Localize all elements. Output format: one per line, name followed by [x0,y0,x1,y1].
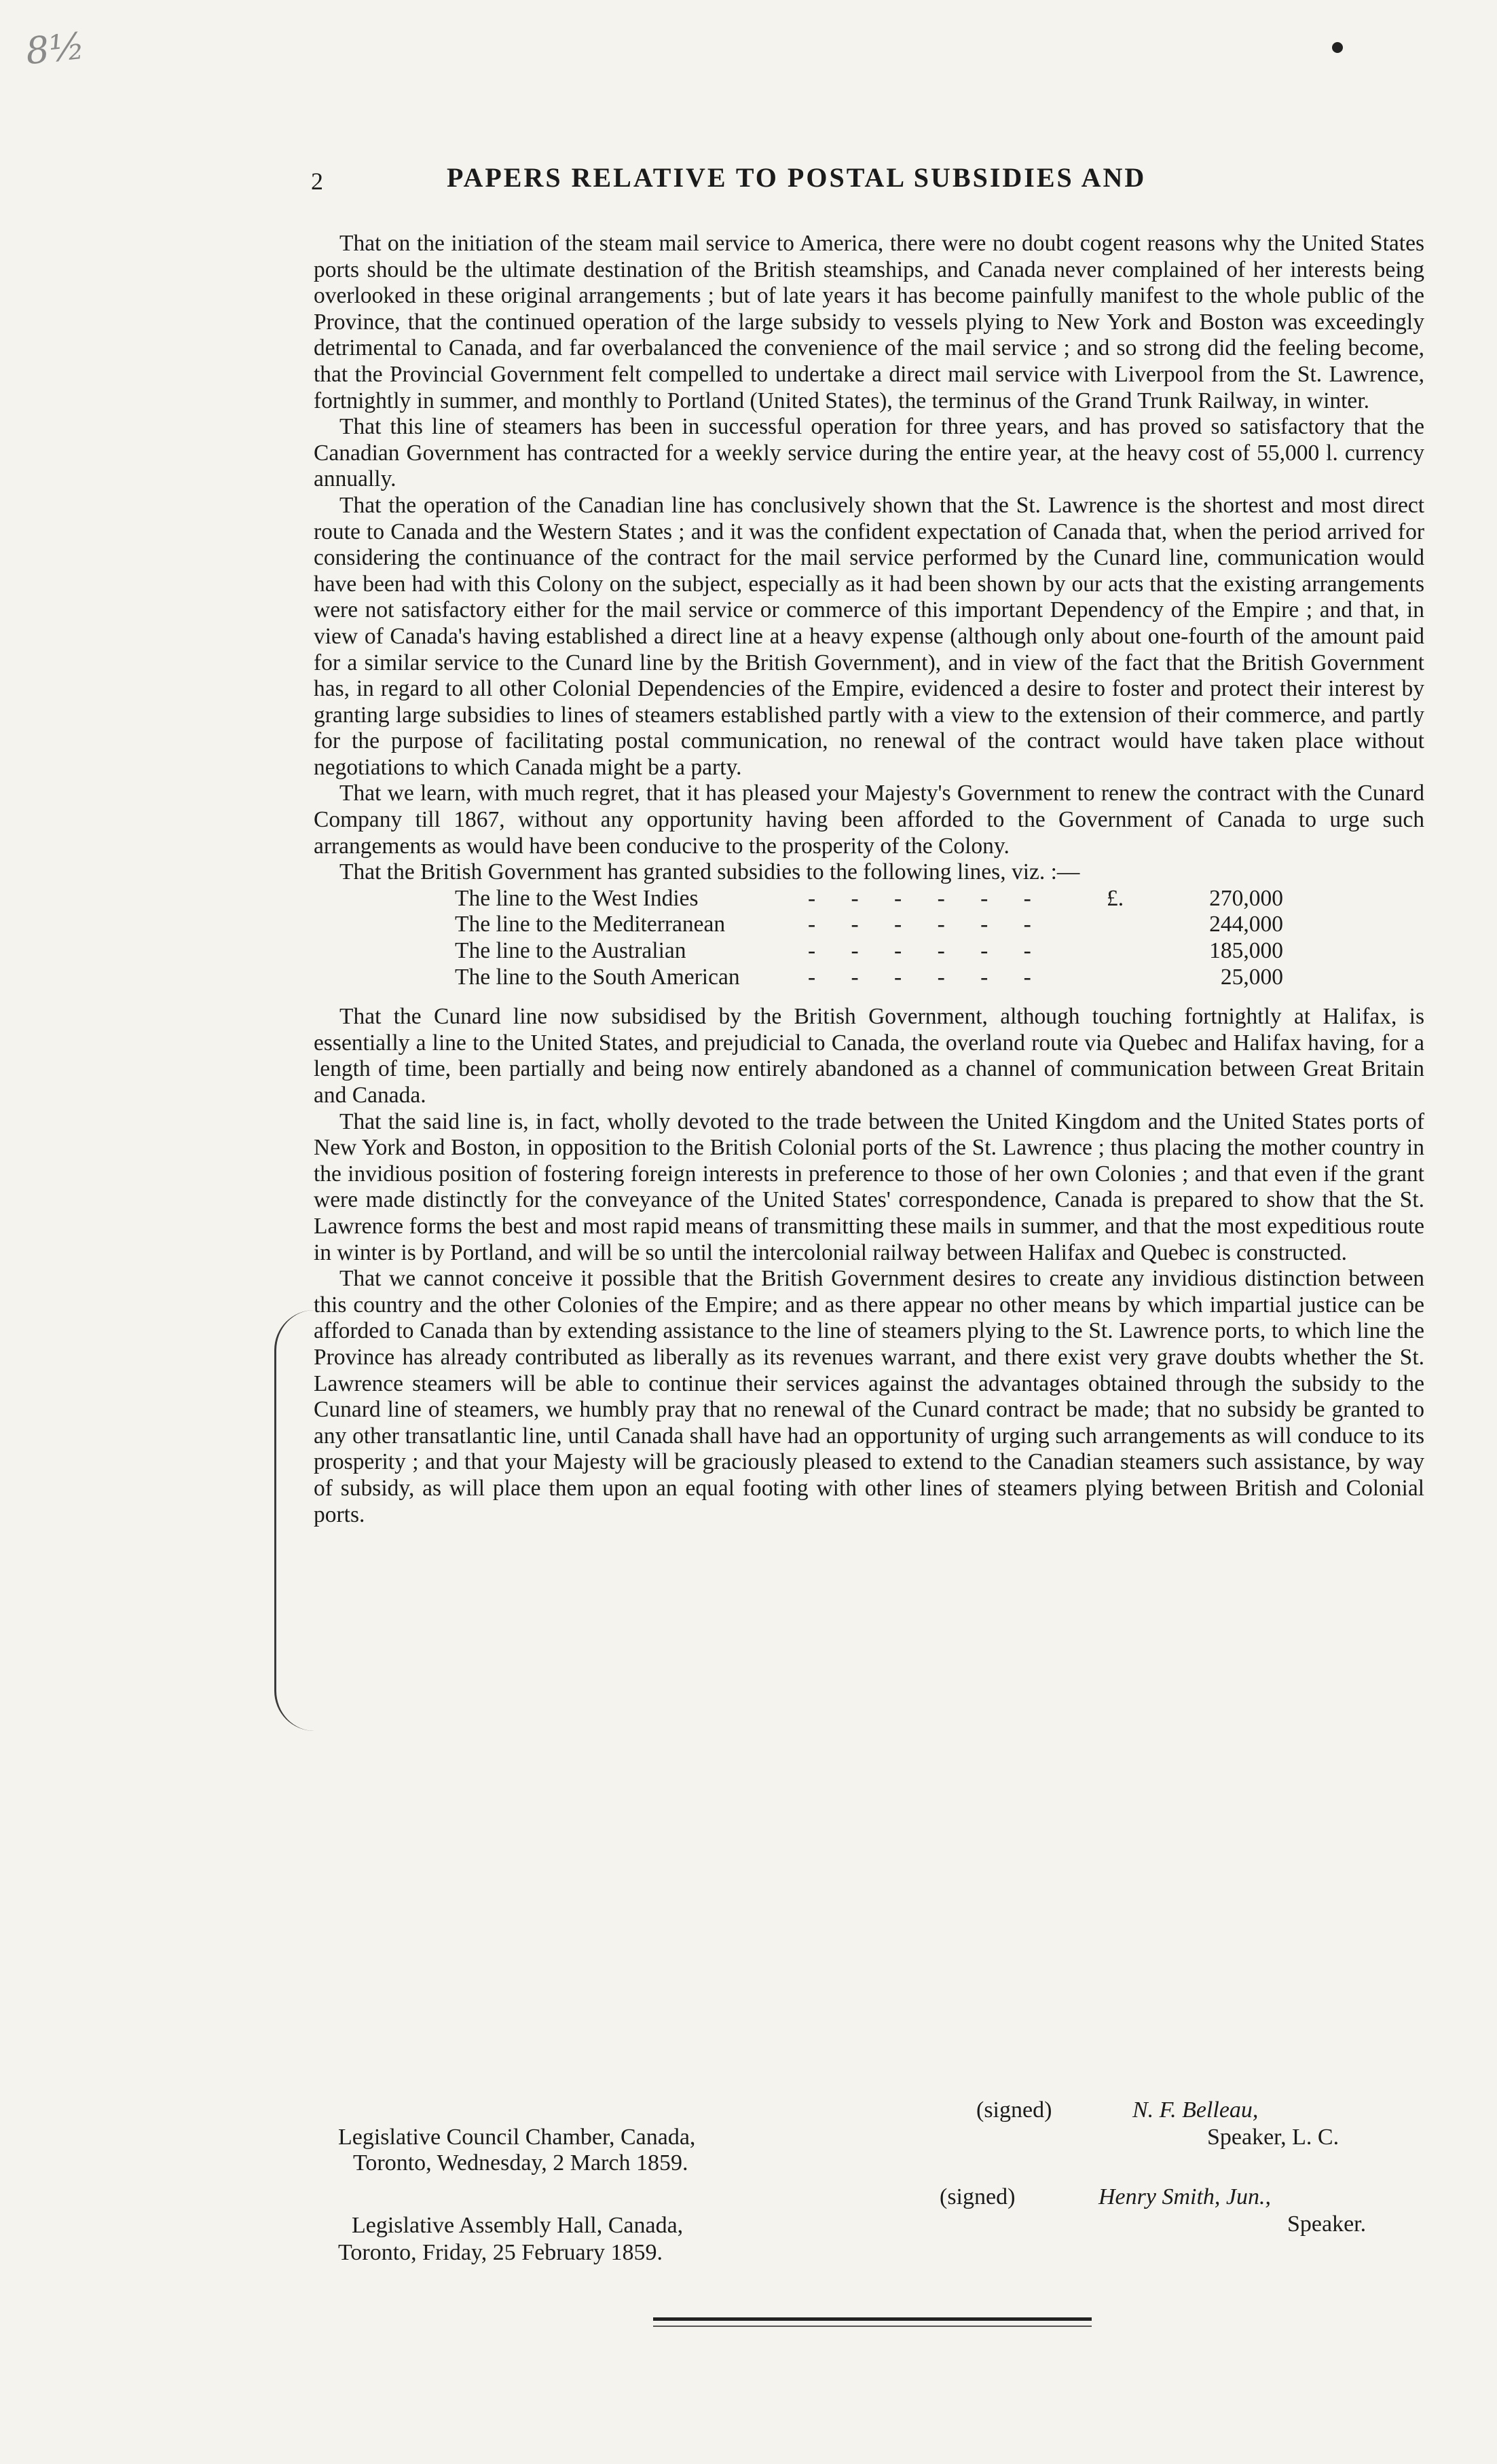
dot-leader: - - - - - - [808,912,1046,937]
currency-blank [1107,938,1154,965]
currency-symbol: £. [1107,885,1124,911]
currency-blank [1107,965,1154,991]
dot-leader: - - - - - - [808,938,1046,964]
council-place: Legislative Council Chamber, Canada, [338,2125,696,2150]
paragraph-regret: That we learn, with much regret, that it has pleased your Majesty's Government to renew the contract with the Cunard Company till 1867, without any opportunity having been afforded to the Government of Canada to urge such arrangements as would have been conducive to the prosperity of the Colony. [314,781,1424,859]
subsidy-amount: 244,000 [1209,912,1283,937]
ink-dot [1332,42,1343,53]
margin-bracket [274,1310,314,1731]
subsidy-line: The line to the Australian [455,938,686,964]
table-row [455,938,1283,965]
subsidy-amount: 25,000 [1220,964,1283,990]
pencil-annotation: 8½ [23,24,87,73]
closing-rule [653,2317,1092,2321]
subsidy-line: The line to the South American [455,964,740,990]
subsidy-amount: 185,000 [1209,938,1283,964]
table-row [455,965,1283,991]
paragraph-trade-opposition: That the said line is, in fact, wholly devoted to the trade between the United Kingdom and the United States ports of New York and Boston, in opposition to the British Colonial ports of the St. Lawrence ; thus placing the mother country in the invidious position of fostering foreign interests in preference to those of her own Colonies ; and that even if the grant were made distinctly for the conveyance of the United States' correspondence, Canada is prepared to show that the St. Lawrence forms the best and most rapid means of transmitting these mails in summer, and that the most expeditious route in winter is by Portland, and will be so until the intercolonial railway between Halifax and Quebec is constructed. [314,1108,1424,1265]
assembly-date: Toronto, Friday, 25 February 1859. [338,2240,663,2265]
document-body [314,231,1424,1528]
council-speaker-name: N. F. Belleau, [1132,2097,1259,2123]
dot-leader: - - - - - - [808,885,1046,911]
running-title: PAPERS RELATIVE TO POSTAL SUBSIDIES AND [447,162,1147,193]
closing-rule-thin [653,2326,1092,2327]
assembly-speaker-name: Henry Smith, Jun., [1098,2184,1272,2209]
currency-blank [1107,912,1154,938]
paragraph-initiation: That on the initiation of the steam mail service to America, there were no doubt cogent reasons why the United States ports should be the ultimate destination of the British steamships, and Canada never complained of her interests being overlooked in these original arrangements ; but of late years it has become painfully manifest to the whole public of the Province, that the continued operation of the large subsidy to vessels plying to New York and Boston was exceedingly detrimental to Canada, and far overbalanced the convenience of the mail service ; and so strong did the feeling become, that the Provincial Government felt compelled to undertake a direct mail service with Liverpool from the St. Lawrence, fortnightly in summer, and monthly to Portland (United States), the terminus of the Grand Trunk Railway, in winter. [314,231,1424,413]
page-header [311,162,1384,202]
paragraph-subsidies-intro: That the British Government has granted subsidies to the following lines, viz. :— [339,859,1080,885]
subsidy-line: The line to the Mediterranean [455,912,726,937]
assembly-place: Legislative Assembly Hall, Canada, [352,2213,684,2238]
page-number: 2 [311,168,323,195]
paragraph-canadian-line: That the operation of the Canadian line has conclusively shown that the St. Lawrence is the shortest and most direct route to Canada and the Western States ; and it was the confident expectation of Canada that, when the period arrived for considering the continuance of the contract for the mail service performed by the Cunard line, communication would have been had with this Colony on the subject, especially as it had been shown by our acts that the existing arrangements were not satisfactory either for the mail service or commerce of this important Dependency of the Empire ; and that, in view of Canada's having established a direct line at a heavy expense (although only about one-fourth of the amount paid for a similar service to the Cunard line by the British Government), and in view of the fact that the British Government has, in regard to all other Colonial Dependencies of the Empire, evidenced a desire to foster and protect their interest by granting large subsidies to lines of steamers established partly with a view to the extension of their commerce, and partly for the purpose of facilitating postal communication, no renewal of the contract would have taken place without negotiations to which Canada might be a party. [314,492,1424,780]
signed-label: (signed) [976,2097,1052,2123]
paragraph-line-success: That this line of steamers has been in successful operation for three years, and has proved so satisfactory that the Canadian Government has contracted for a weekly service during the entire year, at the heavy cost of 55,000 l. currency annually. [314,414,1424,492]
council-speaker-title: Speaker, L. C. [1207,2125,1339,2150]
table-row [455,886,1283,912]
council-date: Toronto, Wednesday, 2 March 1859. [353,2150,688,2176]
dot-leader: - - - - - - [808,964,1046,990]
subsidy-table [455,886,1283,990]
assembly-speaker-title: Speaker. [1287,2211,1367,2237]
signed-label: (signed) [940,2184,1016,2209]
subsidy-amount: 270,000 [1209,885,1283,911]
subsidy-line: The line to the West Indies [455,885,699,911]
paragraph-cunard-line: That the Cunard line now subsidised by the British Government, although touching fortnightly at Halifax, is essentially a line to the United States, and prejudicial to Canada, the overland route via Quebec and Halifax having, for a length of time, been partially and being now entirely abandoned as a channel of communication between Great Britain and Canada. [314,1004,1424,1108]
table-row [455,912,1283,938]
paragraph-prayer: That we cannot conceive it possible that the British Government desires to create any invidious distinction between this country and the other Colonies of the Empire; and as there appear no other means by which impartial justice can be afforded to Canada than by extending assistance to the line of steamers plying to the St. Lawrence ports, to which line the Province has already contributed as liberally as its revenues warrant, and there exist very grave doubts whether the St. Lawrence steamers will be able to continue their services against the advantages obtained through the subsidy to the Cunard line of steamers, we humbly pray that no renewal of the Cunard contract be made; that no subsidy be granted to any other transatlantic line, until Canada shall have had an opportunity of urging such arrangements as will conduce to its prosperity ; and that your Majesty will be graciously pleased to extend to the Canadian steamers such assistance, by way of subsidy, as will place them upon an equal footing with other lines of steamers plying between British and Colonial ports. [314,1266,1424,1527]
